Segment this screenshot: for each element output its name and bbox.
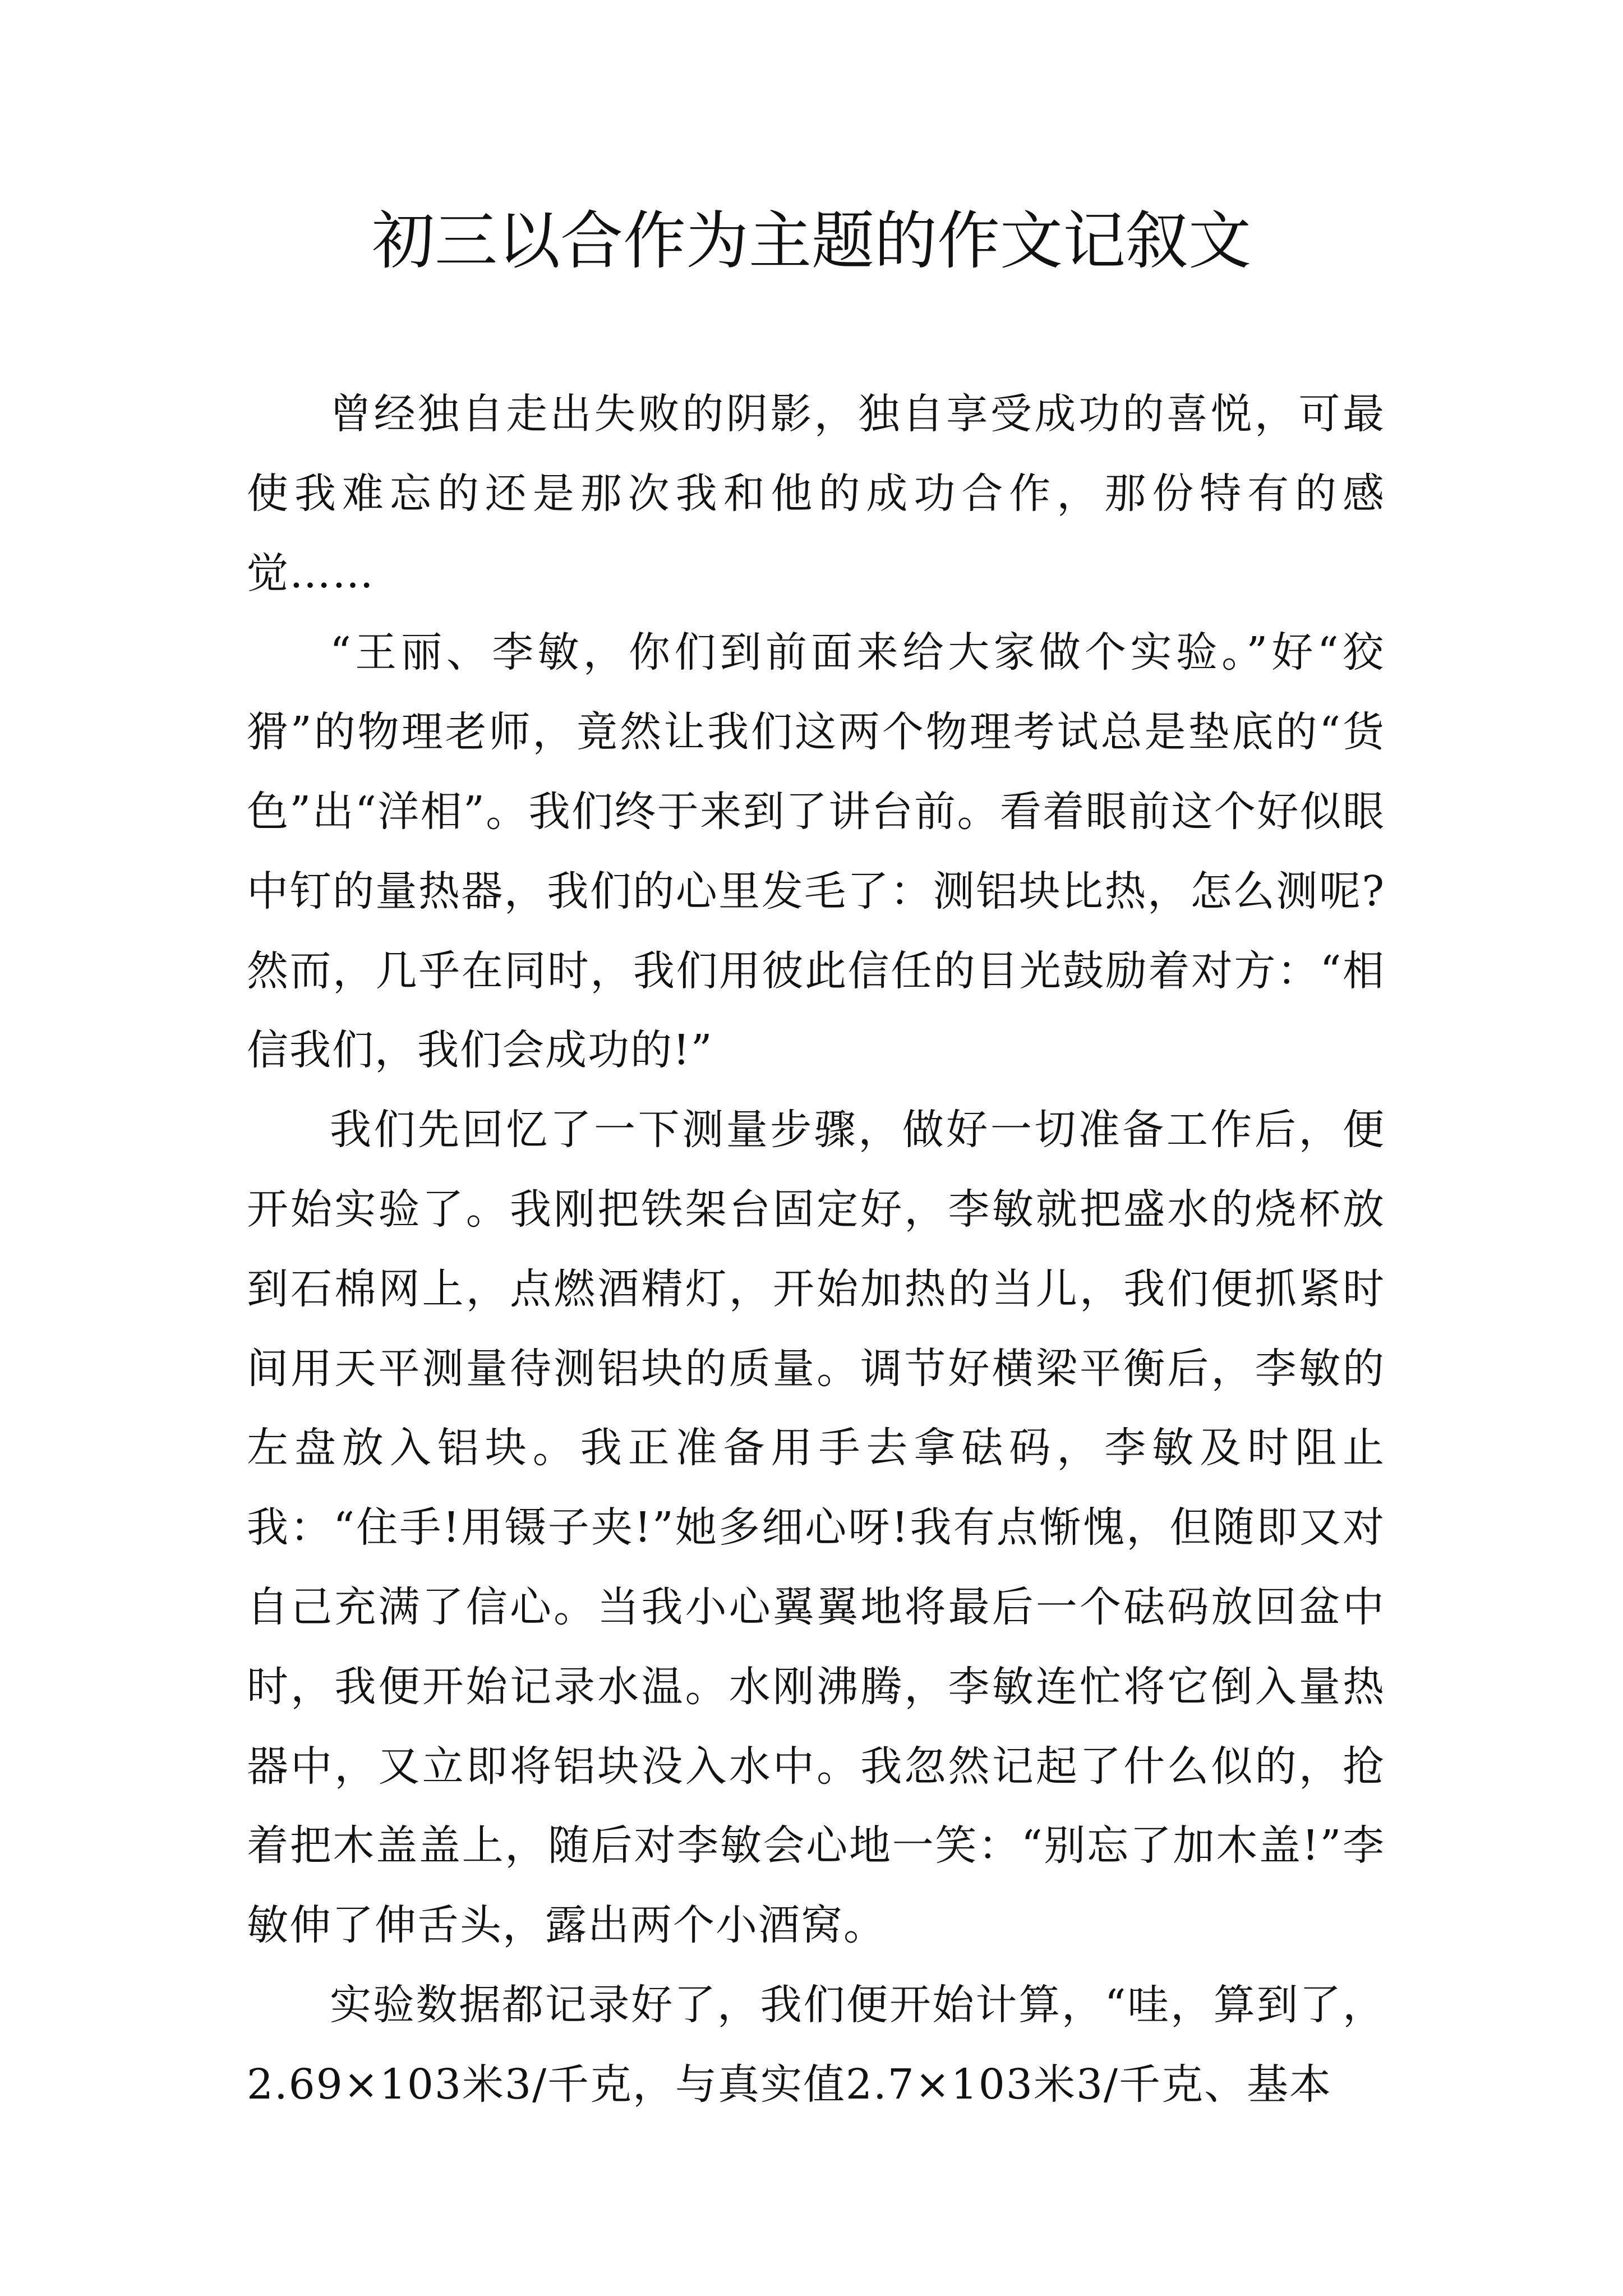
document-body (247, 375, 1385, 2125)
paragraph-3: 我们先回忆了一下测量步骤，做好一切准备工作后，便开始实验了。我刚把铁架台固定好，李敏就把盛水的烧杯放到石棉网上，点燃酒精灯，开始加热的当儿，我们便抓紧时间用天平测量待测铝块的质量。调节好横梁平衡后，李敏的左盘放入铝块。我正准备用手去拿砝码，李敏及时阻止我：“住手!用镊子夹!”她多细心呀!我有点惭愧，但随即又对自己充满了信心。当我小心翼翼地将最后一个砝码放回盆中时，我便开始记录水温。水刚沸腾，李敏连忙将它倒入量热器中，又立即将铝块没入水中。我忽然记起了什么似的，抢着把木盖盖上，随后对李敏会心地一笑：“别忘了加木盖!”李敏伸了伸舌头，露出两个小酒窝。 (247, 1106, 1385, 1950)
paragraph-2: “王丽、李敏，你们到前面来给大家做个实验。”好“狡猾”的物理老师，竟然让我们这两个物理考试总是垫底的“货色”出“洋相”。我们终于来到了讲台前。看着眼前这个好似眼中钉的量热器，我们的心里发毛了：测铝块比热，怎么测呢?然而，几乎在同时，我们用彼此信任的目光鼓励着对方：“相信我们，我们会成功的!” (247, 628, 1385, 1075)
paragraph-1: 曾经独自走出失败的阴影，独自享受成功的喜悦，可最使我难忘的还是那次我和他的成功合作，那份特有的感觉…… (247, 390, 1385, 597)
document-title: 初三以合作为主题的作文记叙文 (372, 205, 1251, 278)
paragraph-4: 实验数据都记录好了，我们便开始计算，“哇，算到了，2.69×103米3/千克，与真实值2.7×103米3/千克、基本 (247, 1980, 1385, 2109)
